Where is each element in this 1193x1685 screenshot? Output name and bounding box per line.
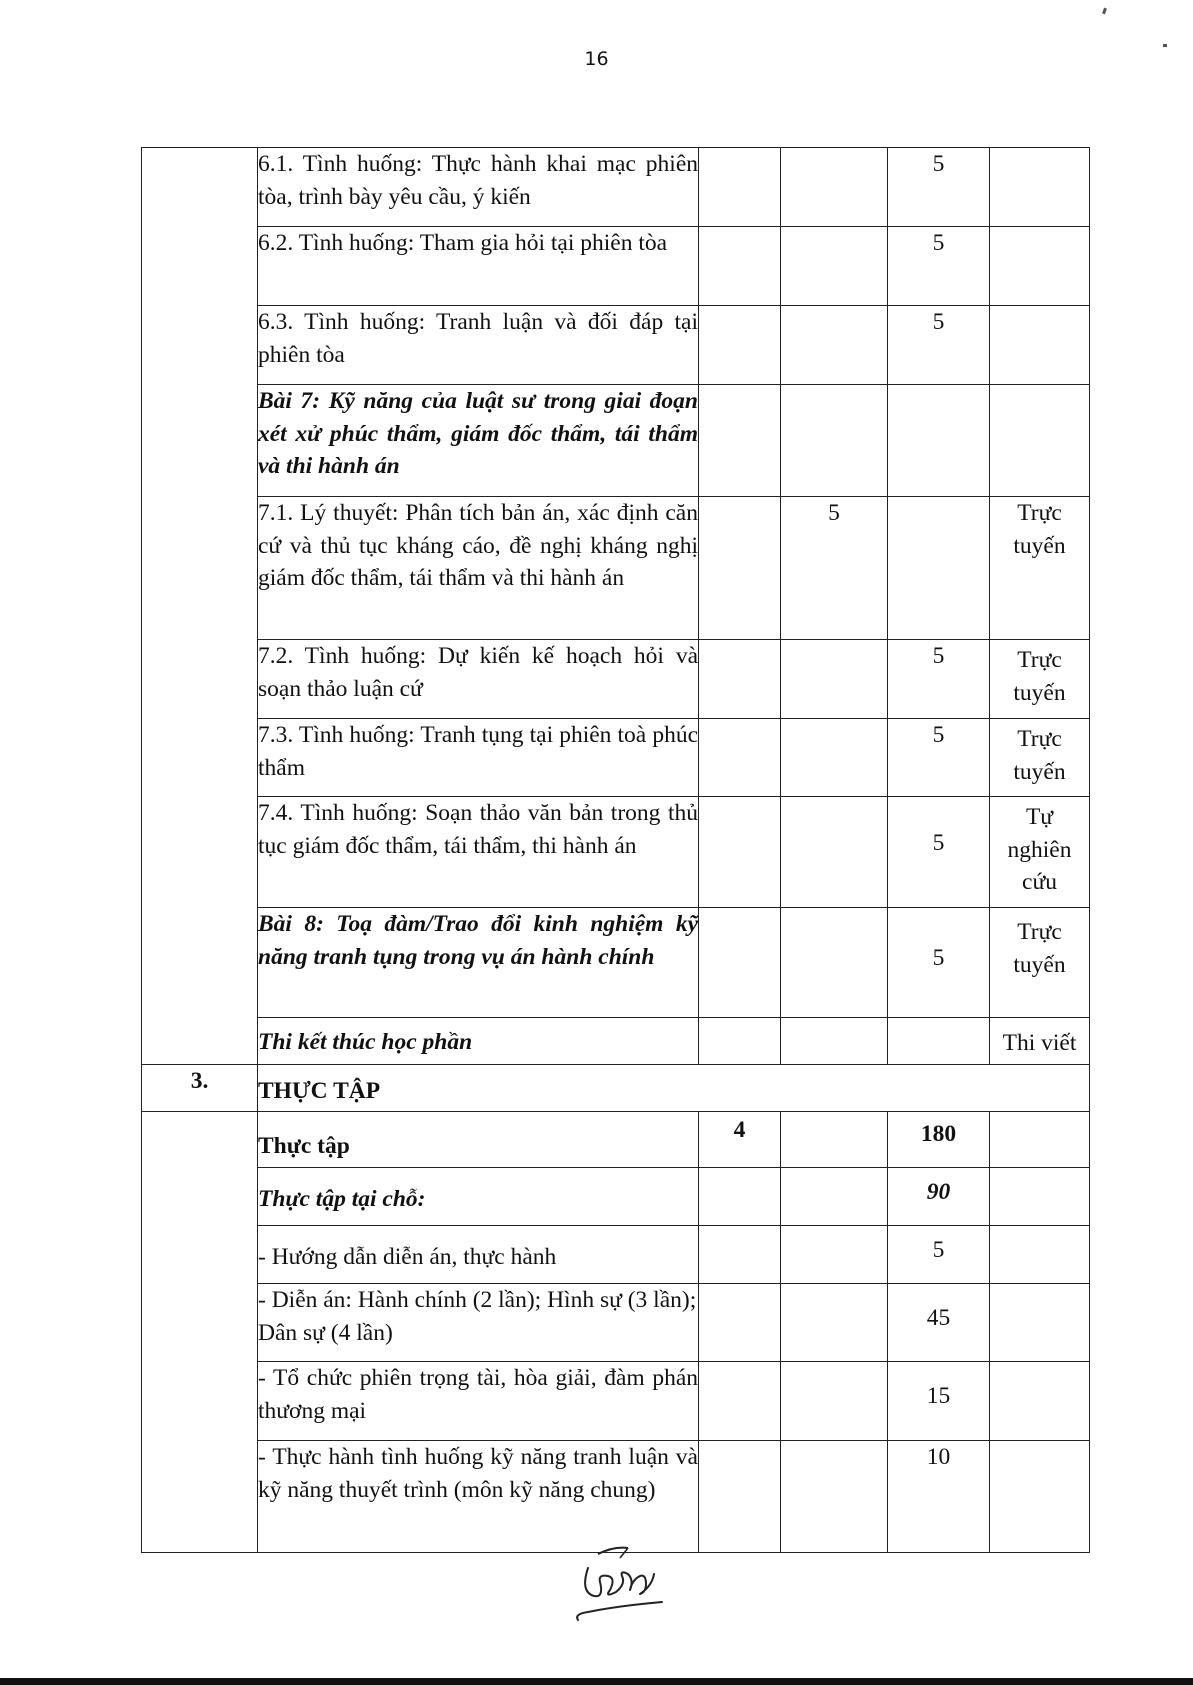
scan-mark bbox=[1102, 8, 1107, 15]
note-cell: Tự nghiên cứu bbox=[990, 797, 1090, 908]
table-row bbox=[142, 1018, 1090, 1065]
hours-theory-cell: 5 bbox=[781, 497, 888, 640]
section-row bbox=[142, 1065, 1090, 1112]
content-cell: - Hướng dẫn diễn án, thực hành bbox=[258, 1226, 699, 1284]
table-row bbox=[142, 719, 1090, 797]
table-row bbox=[142, 908, 1090, 1018]
lesson-title-cell: Bài 7: Kỹ năng của luật sư trong giai đoạn xét xử phúc thẩm, giám đốc thẩm, tái thẩm và thi hành án bbox=[258, 385, 699, 497]
content-cell: Thực tập tại chỗ: bbox=[258, 1168, 699, 1226]
content-cell: - Tổ chức phiên trọng tài, hòa giải, đàm phán thương mại bbox=[258, 1362, 699, 1441]
hours-practice-cell: 10 bbox=[888, 1441, 990, 1553]
table-row bbox=[142, 1441, 1090, 1553]
section-number: 3. bbox=[142, 1065, 258, 1112]
content-cell: 6.3. Tình huống: Tranh luận và đối đáp tại phiên tòa bbox=[258, 306, 699, 385]
hours-practice-cell: 15 bbox=[888, 1362, 990, 1441]
hours-practice-cell: 45 bbox=[888, 1284, 990, 1362]
hours-practice-cell: 5 bbox=[888, 640, 990, 719]
note-cell: Thi viết bbox=[990, 1018, 1090, 1065]
stt-cell bbox=[142, 1112, 258, 1553]
content-cell: 7.1. Lý thuyết: Phân tích bản án, xác định căn cứ và thủ tục kháng cáo, đề nghị kháng nghị giám đốc thẩm, tái thẩm và thi hành án bbox=[258, 497, 699, 640]
lesson-title-cell: Bài 8: Toạ đàm/Trao đổi kinh nghiệm kỹ năng tranh tụng trong vụ án hành chính bbox=[258, 908, 699, 1018]
exam-cell: Thi kết thúc học phần bbox=[258, 1018, 699, 1065]
content-cell: 7.2. Tình huống: Dự kiến kế hoạch hỏi và soạn thảo luận cứ bbox=[258, 640, 699, 719]
hours-practice-cell: 5 bbox=[888, 306, 990, 385]
note-cell: Trực tuyến bbox=[990, 719, 1090, 797]
credits-cell: 4 bbox=[699, 1112, 781, 1168]
hours-practice-cell: 5 bbox=[888, 1226, 990, 1284]
scan-bottom-edge bbox=[0, 1678, 1193, 1685]
hours-practice-cell: 5 bbox=[888, 227, 990, 306]
table-row bbox=[142, 1226, 1090, 1284]
scan-mark bbox=[1163, 44, 1167, 47]
table-row bbox=[142, 385, 1090, 497]
table-row bbox=[142, 1168, 1090, 1226]
content-cell: 7.4. Tình huống: Soạn thảo văn bản trong thủ tục giám đốc thẩm, tái thẩm, thi hành án bbox=[258, 797, 699, 908]
content-cell: Thực tập bbox=[258, 1112, 699, 1168]
stt-cell bbox=[142, 148, 258, 1065]
hours-practice-cell: 5 bbox=[888, 797, 990, 908]
hours-practice-cell: 5 bbox=[888, 719, 990, 797]
signature-icon bbox=[570, 1544, 680, 1634]
hours-practice-cell: 180 bbox=[888, 1112, 990, 1168]
table-row bbox=[142, 306, 1090, 385]
curriculum-table bbox=[141, 147, 1090, 1553]
table-row bbox=[142, 1112, 1090, 1168]
note-cell: Trực tuyến bbox=[990, 908, 1090, 1018]
content-cell: - Thực hành tình huống kỹ năng tranh luận và kỹ năng thuyết trình (môn kỹ năng chung) bbox=[258, 1441, 699, 1553]
content-cell: 6.2. Tình huống: Tham gia hỏi tại phiên tòa bbox=[258, 227, 699, 306]
hours-practice-cell: 5 bbox=[888, 148, 990, 227]
content-cell: 6.1. Tình huống: Thực hành khai mạc phiên tòa, trình bày yêu cầu, ý kiến bbox=[258, 148, 699, 227]
note-cell: Trực tuyến bbox=[990, 497, 1090, 640]
page-number: 16 bbox=[584, 48, 609, 70]
table-row bbox=[142, 148, 1090, 227]
table-row bbox=[142, 797, 1090, 908]
table-row bbox=[142, 1284, 1090, 1362]
table-row bbox=[142, 1362, 1090, 1441]
section-title: THỰC TẬP bbox=[258, 1065, 1090, 1112]
hours-practice-cell: 90 bbox=[888, 1168, 990, 1226]
content-cell: - Diễn án: Hành chính (2 lần); Hình sự (3 lần); Dân sự (4 lần) bbox=[258, 1284, 699, 1362]
content-cell: 7.3. Tình huống: Tranh tụng tại phiên toà phúc thẩm bbox=[258, 719, 699, 797]
table-row bbox=[142, 640, 1090, 719]
table-row bbox=[142, 227, 1090, 306]
table-row bbox=[142, 497, 1090, 640]
hours-practice-cell: 5 bbox=[888, 908, 990, 1018]
note-cell: Trực tuyến bbox=[990, 640, 1090, 719]
